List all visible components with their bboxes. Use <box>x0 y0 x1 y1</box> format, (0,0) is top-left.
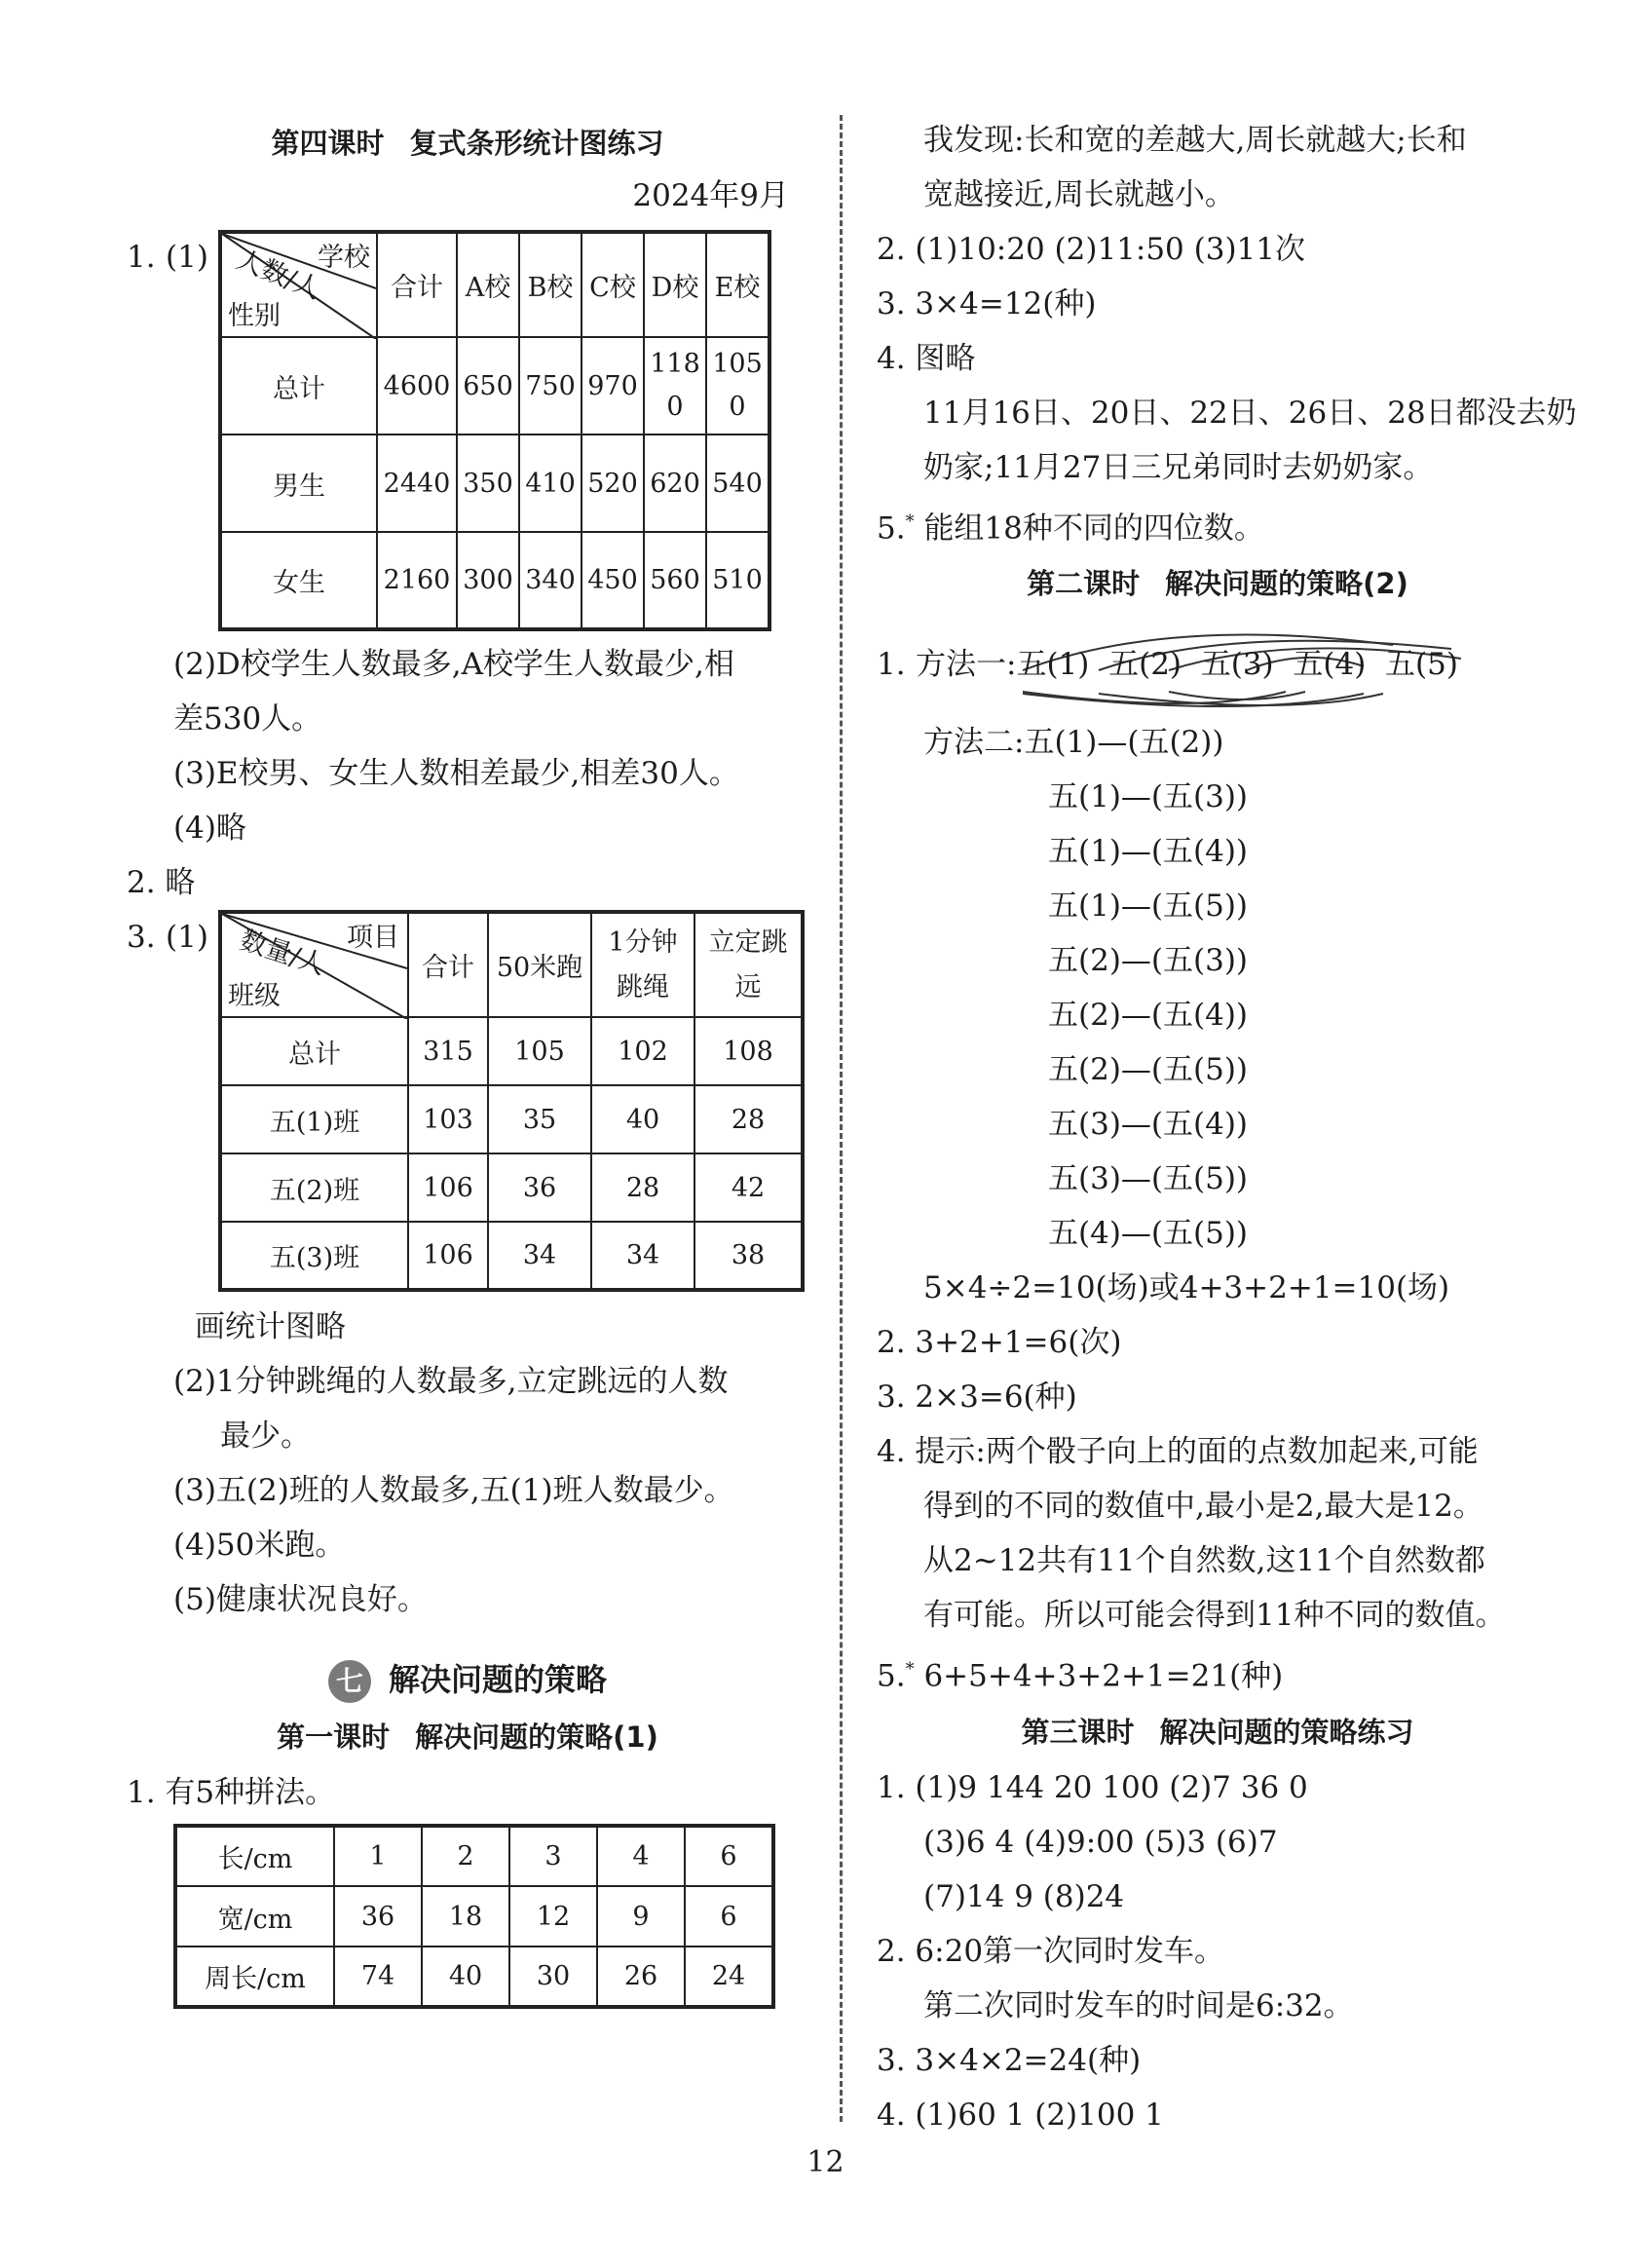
table-row <box>175 1886 773 1947</box>
r-q4-a: 11月16日、20日、22日、26日、28日都没去奶 <box>923 396 1577 431</box>
table2-diag-mid: 数量/人 <box>236 925 329 982</box>
table1-cell: 970 <box>582 337 644 435</box>
table1-header: B校 <box>519 232 582 337</box>
table1-cell: 340 <box>519 532 582 629</box>
table1-cell: 2440 <box>377 435 457 532</box>
l2-q5-num: 5. <box>877 1658 906 1694</box>
q3-answer-5: (5)健康状况良好。 <box>173 1582 428 1617</box>
lesson4-heading <box>127 115 808 171</box>
table2-diag-bottom: 班级 <box>228 981 281 1011</box>
q3-answer-2b: 最少。 <box>220 1418 311 1454</box>
lesson1-title: 第一课时 <box>277 1720 391 1754</box>
method1-num: 1. <box>877 647 906 683</box>
table3-row-label: 周长/cm <box>175 1947 334 2007</box>
table2-row-label: 总计 <box>220 1017 408 1085</box>
r-q4: 4. 图略 <box>877 341 976 376</box>
l3-q2-a: 2. 6:20第一次同时发车。 <box>877 1933 1225 1969</box>
r-q4-b: 奶家;11月27日三兄弟同时去奶奶家。 <box>923 450 1434 485</box>
table2-cell: 106 <box>408 1222 488 1290</box>
table2-cell: 38 <box>694 1222 803 1290</box>
table2-cell: 102 <box>591 1017 694 1085</box>
table2-cell: 36 <box>488 1153 591 1222</box>
table1-diag-header <box>220 232 377 337</box>
q1-answer-2a: (2)D校学生人数最多,A校学生人数最少,相 <box>173 647 734 682</box>
l2-q5-star: * <box>905 1659 915 1681</box>
table1-cell: 1180 <box>644 337 706 435</box>
table3-cell: 24 <box>685 1947 773 2007</box>
table2-cell: 105 <box>488 1017 591 1085</box>
table2-header: 1分钟跳绳 <box>591 912 694 1017</box>
table1-cell: 2160 <box>377 532 457 629</box>
q1-row <box>127 230 808 631</box>
l2-q3: 3. 2×3=6(种) <box>877 1380 1077 1416</box>
table1-header: 合计 <box>377 232 457 337</box>
table1-cell: 350 <box>457 435 519 532</box>
lesson2-subtitle: 解决问题的策略(2) <box>1165 567 1408 601</box>
table1-diag-bottom: 性别 <box>228 301 281 331</box>
lesson3-subtitle: 解决问题的策略练习 <box>1159 1715 1414 1749</box>
method2-pair: 五(1)—(五(4)) <box>1048 834 1249 870</box>
unit7-heading <box>127 1650 808 1709</box>
table3-cell: 3 <box>509 1826 597 1886</box>
unit7-badge: 七 <box>328 1660 371 1703</box>
l3-q2-b: 第二次同时发车的时间是6:32。 <box>923 1987 1354 2023</box>
l3-q4: 4. (1)60 1 (2)100 1 <box>877 2097 1164 2133</box>
table2-row-label: 五(3)班 <box>220 1222 408 1290</box>
table2-cell: 106 <box>408 1153 488 1222</box>
table2-cell: 40 <box>591 1085 694 1153</box>
q1-answer-2b: 差530人。 <box>173 701 322 737</box>
table3-cell: 9 <box>597 1886 685 1947</box>
l2-q4-a: 4. 提示:两个骰子向上的面的点数加起来,可能 <box>877 1434 1479 1470</box>
q3-row <box>127 910 808 1292</box>
table-row <box>220 1222 803 1290</box>
table1-diag-mid: 人数/人 <box>232 245 325 306</box>
method2-pair: 五(3)—(五(5)) <box>1048 1161 1249 1197</box>
r-q2: 2. (1)10:20 (2)11:50 (3)11次 <box>877 232 1305 267</box>
table3-cell: 36 <box>334 1886 422 1947</box>
table1-row-label: 总计 <box>220 337 377 435</box>
class-table <box>218 910 805 1292</box>
table1-cell: 540 <box>706 435 769 532</box>
date: 2024年9月 <box>632 178 789 213</box>
method2-label: 方法二: <box>923 725 1025 761</box>
table3-cell: 30 <box>509 1947 597 2007</box>
l2-q4-b: 得到的不同的数值中,最小是2,最大是12。 <box>923 1489 1483 1525</box>
rectangle-table <box>173 1824 775 2009</box>
table1-cell: 750 <box>519 337 582 435</box>
q1-label: 1. <box>127 240 156 275</box>
l2-q4-c: 从2~12共有11个自然数,这11个自然数都 <box>923 1543 1485 1579</box>
table2-cell: 42 <box>694 1153 803 1222</box>
table1-row-label: 男生 <box>220 435 377 532</box>
lesson4-subtitle: 复式条形统计图练习 <box>409 127 664 160</box>
table2-cell: 103 <box>408 1085 488 1153</box>
table1-header: D校 <box>644 232 706 337</box>
table1-cell: 620 <box>644 435 706 532</box>
table2-header: 50米跑 <box>488 912 591 1017</box>
method1-item: 五(1) <box>1016 647 1090 683</box>
l2-q4-d: 有可能。所以可能会得到11种不同的数值。 <box>923 1598 1506 1634</box>
table2-diag-header <box>220 912 408 1017</box>
r-q5 <box>877 495 1558 555</box>
table2-cell: 35 <box>488 1085 591 1153</box>
left-column <box>127 115 808 2009</box>
r-q3: 3. 3×4=12(种) <box>877 286 1097 321</box>
l3-q3: 3. 3×4×2=24(种) <box>877 2042 1142 2078</box>
l3-q1-a: 1. (1)9 144 20 100 (2)7 36 0 <box>877 1769 1308 1805</box>
table2-cell: 315 <box>408 1017 488 1085</box>
lesson2-heading <box>877 555 1558 612</box>
table1-header: A校 <box>457 232 519 337</box>
lesson3-heading <box>877 1704 1558 1760</box>
table-row <box>220 1153 803 1222</box>
table-row <box>175 1826 773 1886</box>
table3-row-label: 长/cm <box>175 1826 334 1886</box>
table3-cell: 40 <box>422 1947 509 2007</box>
right-column <box>877 113 1577 2142</box>
lesson3-title: 第三课时 <box>1021 1715 1135 1749</box>
q3-label: 3. <box>127 920 156 955</box>
q3-draw: 画统计图略 <box>195 1309 346 1344</box>
table2-header: 立定跳远 <box>694 912 803 1017</box>
table-row <box>220 1085 803 1153</box>
table1-header: E校 <box>706 232 769 337</box>
table2-cell: 34 <box>591 1222 694 1290</box>
l2-q2: 2. 3+2+1=6(次) <box>877 1325 1122 1361</box>
method1-label: 方法一: <box>916 647 1017 683</box>
lesson4-title: 第四课时 <box>271 127 385 160</box>
lesson1-heading <box>127 1709 808 1765</box>
q1-answer-4: (4)略 <box>173 811 246 846</box>
table1-cell: 4600 <box>377 337 457 435</box>
table1-cell: 650 <box>457 337 519 435</box>
table2-cell: 28 <box>591 1153 694 1222</box>
school-table <box>218 230 771 631</box>
method2-first <box>877 715 1558 770</box>
l2-q5 <box>877 1643 1558 1703</box>
q1-answer-3: (3)E校男、女生人数相差最少,相差30人。 <box>173 756 739 791</box>
method1-item: 五(5) <box>1385 647 1458 683</box>
r-q5-star: * <box>905 511 915 532</box>
table1-row-label: 女生 <box>220 532 377 629</box>
finding-a: 我发现:长和宽的差越大,周长就越大;长和 <box>923 123 1467 158</box>
method1-item: 五(4) <box>1293 647 1367 683</box>
table2-header: 合计 <box>408 912 488 1017</box>
method2-pair: 五(2)—(五(5)) <box>1048 1052 1249 1088</box>
table1-cell: 520 <box>582 435 644 532</box>
table2-diag-top: 项目 <box>347 923 399 953</box>
page-number: 12 <box>807 2145 844 2179</box>
l1-q1: 1. 有5种拼法。 <box>127 1775 336 1810</box>
lesson2-title: 第二课时 <box>1027 567 1141 601</box>
table2-row-label: 五(2)班 <box>220 1153 408 1222</box>
method2-pair: 五(1)—(五(2)) <box>1024 725 1224 761</box>
table3-cell: 74 <box>334 1947 422 2007</box>
q2-answer: 2. 略 <box>127 865 196 900</box>
table-row <box>220 1017 803 1085</box>
lesson1-subtitle: 解决问题的策略(1) <box>415 1720 658 1754</box>
table2-cell: 108 <box>694 1017 803 1085</box>
r-q5-text: 能组18种不同的四位数。 <box>923 510 1264 547</box>
table-row <box>220 532 769 629</box>
column-divider <box>840 115 843 2122</box>
method2-pair: 五(1)—(五(3)) <box>1048 779 1249 815</box>
table3-cell: 4 <box>597 1826 685 1886</box>
unit7-title: 解决问题的策略 <box>388 1661 607 1698</box>
table1-cell: 560 <box>644 532 706 629</box>
method2-pair: 五(1)—(五(5)) <box>1048 888 1249 925</box>
table3-row-label: 宽/cm <box>175 1886 334 1947</box>
l2-q5-text: 6+5+4+3+2+1=21(种) <box>923 1658 1284 1694</box>
method-formula: 5×4÷2=10(场)或4+3+2+1=10(场) <box>923 1270 1450 1306</box>
table3-cell: 6 <box>685 1826 773 1886</box>
method2-pair: 五(3)—(五(4)) <box>1048 1107 1249 1143</box>
table-row <box>175 1947 773 2007</box>
table3-cell: 2 <box>422 1826 509 1886</box>
method1-item: 五(3) <box>1200 647 1274 683</box>
table1-cell: 300 <box>457 532 519 629</box>
l3-q1-c: (7)14 9 (8)24 <box>923 1878 1125 1914</box>
table2-cell: 28 <box>694 1085 803 1153</box>
method2-pair: 五(2)—(五(4)) <box>1048 998 1249 1034</box>
table3-cell: 18 <box>422 1886 509 1947</box>
table1-cell: 510 <box>706 532 769 629</box>
table1-header: C校 <box>582 232 644 337</box>
method1-content <box>877 637 1458 692</box>
table1-cell: 410 <box>519 435 582 532</box>
method2-pair: 五(2)—(五(3)) <box>1048 943 1249 979</box>
q3-sub1: (1) <box>166 920 208 955</box>
method2-pair: 五(4)—(五(5)) <box>1048 1216 1249 1252</box>
table1-diag-top: 学校 <box>318 243 370 273</box>
r-q5-num: 5. <box>877 510 906 547</box>
table-row <box>220 435 769 532</box>
method1-item: 五(2) <box>1108 647 1182 683</box>
method1-row <box>877 620 1558 709</box>
q1-sub1: (1) <box>166 240 208 275</box>
q3-answer-4: (4)50米跑。 <box>173 1528 346 1563</box>
table-row <box>220 337 769 435</box>
l3-q1-b: (3)6 4 (4)9:00 (5)3 (6)7 <box>923 1824 1278 1860</box>
table2-cell: 34 <box>488 1222 591 1290</box>
table1-cell: 450 <box>582 532 644 629</box>
table3-cell: 26 <box>597 1947 685 2007</box>
q3-answer-2a: (2)1分钟跳绳的人数最多,立定跳远的人数 <box>173 1364 729 1399</box>
table2-row-label: 五(1)班 <box>220 1085 408 1153</box>
q3-answer-3: (3)五(2)班的人数最多,五(1)班人数最少。 <box>173 1473 734 1508</box>
table3-cell: 1 <box>334 1826 422 1886</box>
table1-cell: 1050 <box>706 337 769 435</box>
table3-cell: 6 <box>685 1886 773 1947</box>
finding-b: 宽越接近,周长就越小。 <box>923 177 1235 212</box>
table3-cell: 12 <box>509 1886 597 1947</box>
